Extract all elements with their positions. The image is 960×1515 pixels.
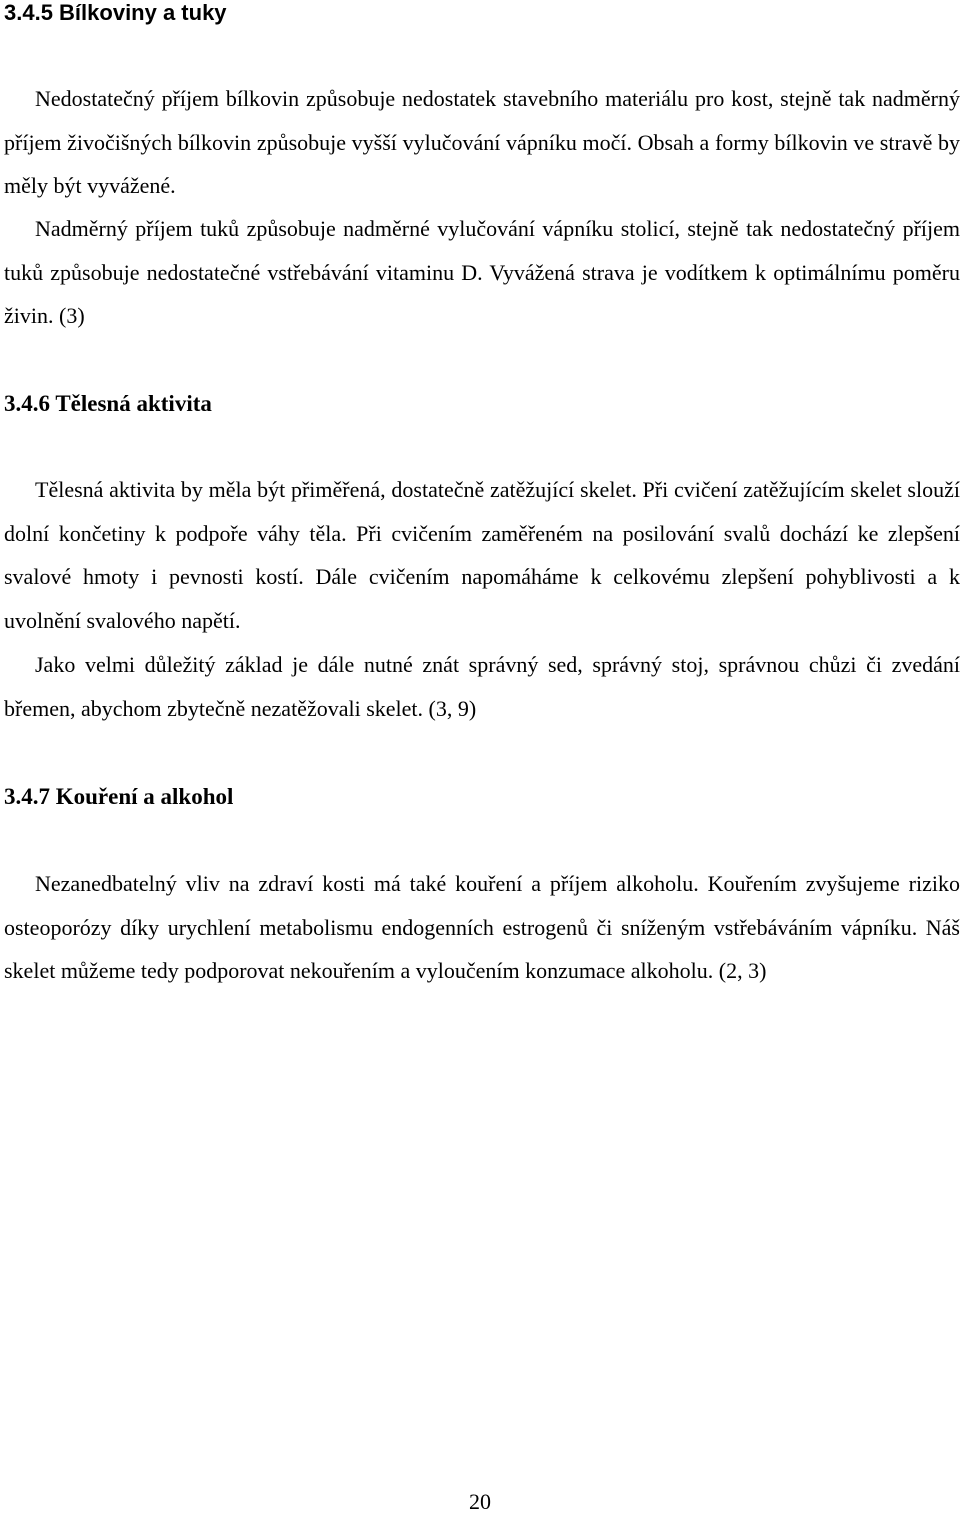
paragraph-telesna-aktivita-2: Jako velmi důležitý základ je dále nutné znát správný sed, správný stoj, správnou chůzi či zvedání břemen, abychom zbytečně nezatěžovali skelet. (3, 9)	[4, 652, 960, 721]
paragraph-koureni-a-alkohol: Nezanedbatelný vliv na zdraví kosti má také kouření a příjem alkoholu. Kouřením zvyšujeme riziko osteoporózy díky urychlení metabolismu endogenních estrogenů či sníženým vstřebáváním vápníku. Náš skelet můžeme tedy podporovat nekouřením a vyloučením konzumace alkoholu. (2, 3)	[4, 871, 960, 983]
paragraph-telesna-aktivita-1: Tělesná aktivita by měla být přiměřená, dostatečně zatěžující skelet. Při cvičení zatěžujícím skelet slouží dolní končetiny k podpoře váhy těla. Při cvičením zaměřeném na posilování svalů dochází ke zlepšení svalové hmoty i pevnosti kostí. Dále cvičením napomáháme k celkovému zlepšení pohyblivosti a k uvolnění svalového napětí.	[4, 477, 960, 633]
page-number: 20	[469, 1489, 491, 1514]
section-heading-bilkoviny-a-tuky: 3.4.5 Bílkoviny a tuky	[4, 0, 227, 25]
section-heading-telesna-aktivita: 3.4.6 Tělesná aktivita	[4, 391, 212, 416]
section-heading-koureni-a-alkohol: 3.4.7 Kouření a alkohol	[4, 784, 234, 809]
paragraph-bilkoviny: Nedostatečný příjem bílkovin způsobuje nedostatek stavebního materiálu pro kost, stejně tak nadměrný příjem živočišných bílkovin způsobuje vyšší vylučování vápníku močí. Obsah a formy bílkovin ve stravě by měly být vyvážené.	[4, 86, 960, 198]
paragraph-tuky: Nadměrný příjem tuků způsobuje nadměrné vylučování vápníku stolicí, stejně tak nedostatečný příjem tuků způsobuje nedostatečné vstřebávání vitaminu D. Vyvážená strava je vodítkem k optimálnímu poměru živin. (3)	[4, 216, 960, 328]
